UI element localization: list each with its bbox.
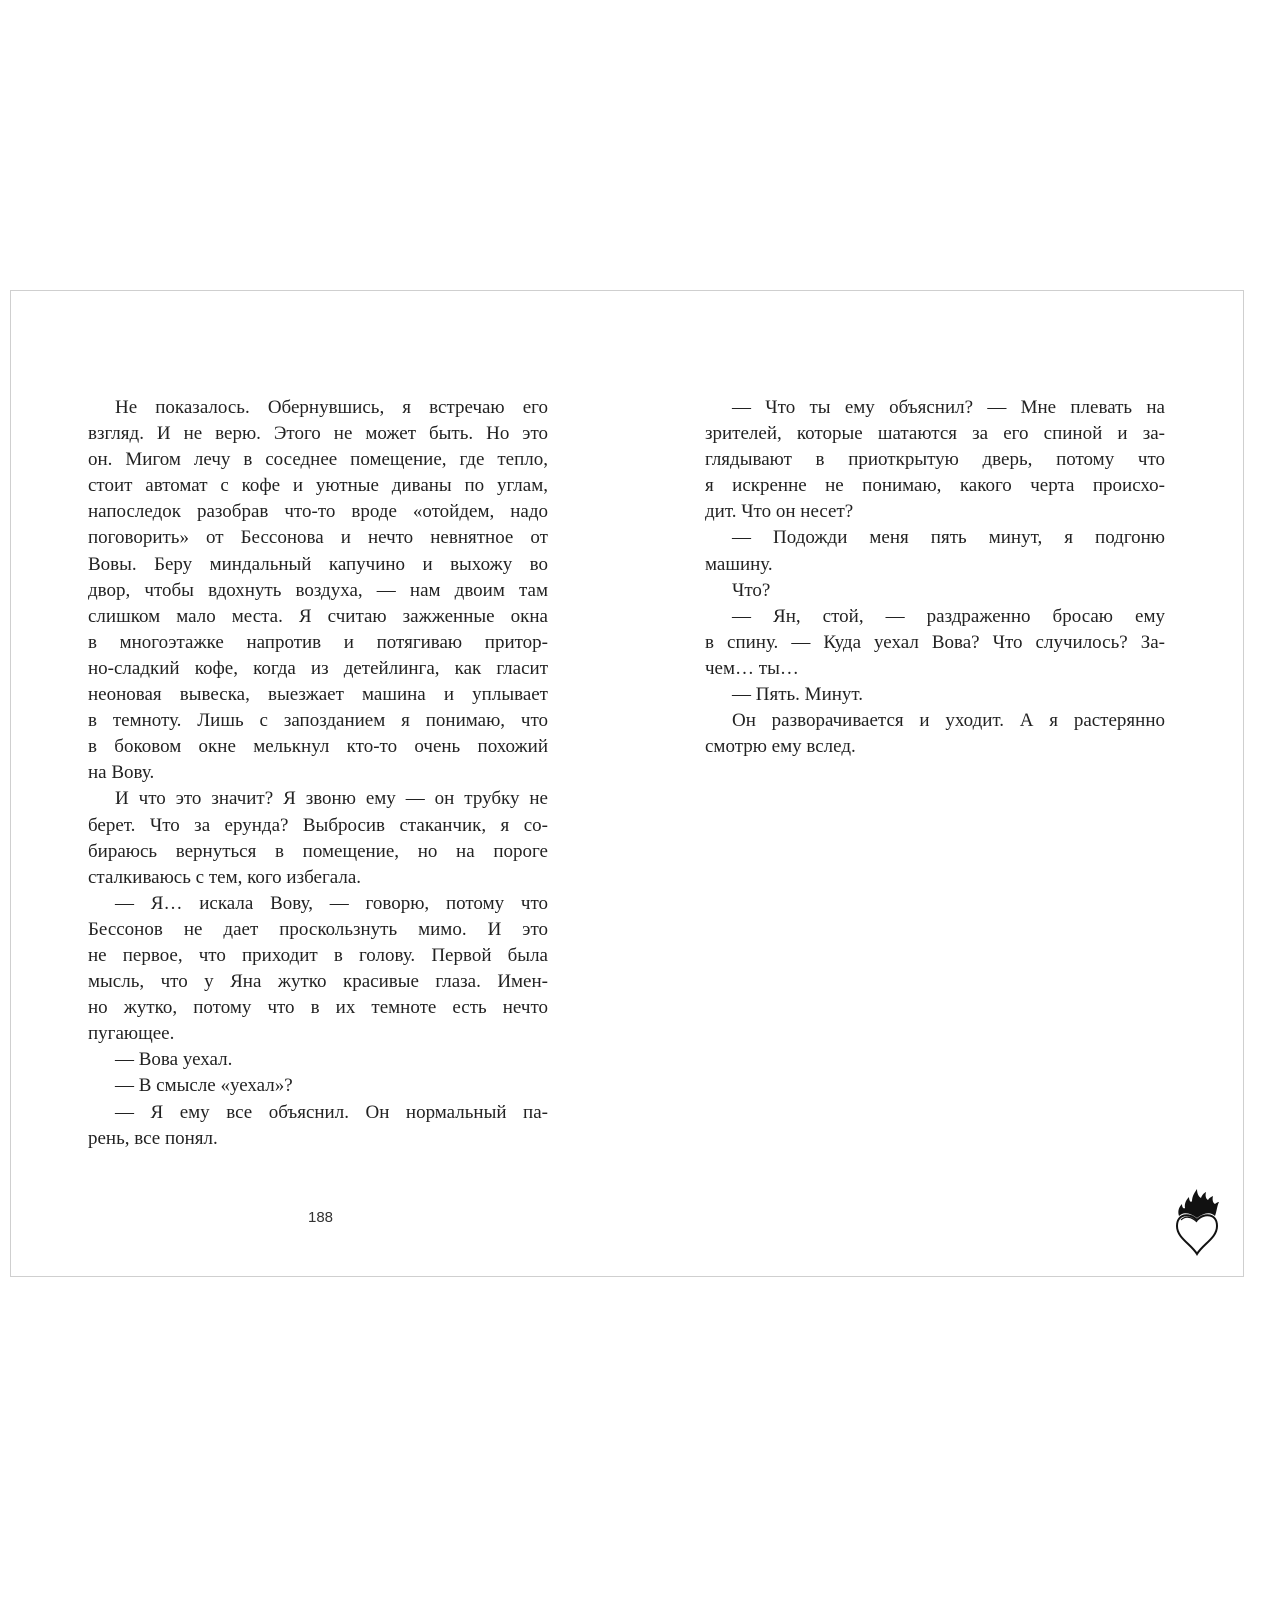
text-line: я искренне не понимаю, какого черта происхо- [705,475,1165,497]
text-line: Он разворачивается и уходит. А я растерянно [732,710,1165,732]
text-line: — Подожди меня пять минут, я подгоню [732,527,1165,549]
text-line: — В смысле «уехал»? [115,1075,293,1097]
text-line: смотрю ему вслед. [705,736,856,758]
text-line: — Я… искала Вову, — говорю, потому что [115,892,548,914]
paragraph [705,604,1165,682]
text-line: не первое, что приходит в голову. Первой была [88,944,548,966]
text-line: — Ян, стой, — раздраженно бросаю ему [732,605,1165,627]
text-line: И что это значит? Я звоню ему — он трубку не [115,788,548,810]
text-line: Вовы. Беру миндальный капучино и выхожу во [88,553,548,575]
text-line: Бессонов не дает проскользнуть мимо. И это [88,918,548,940]
flaming-heart-icon [1171,1186,1223,1256]
text-line: бираюсь вернуться в помещение, но на пороге [88,840,548,862]
paragraph [88,1073,548,1099]
paragraph [705,708,1165,760]
text-line: мысль, что у Яна жутко красивые глаза. Имен- [88,971,548,993]
text-line: — Вова уехал. [115,1049,233,1071]
right-page-text [705,395,1165,760]
text-line: зрителей, которые шатаются за его спиной и за- [705,423,1165,445]
paragraph [705,525,1165,577]
text-line: слишком мало места. Я считаю зажженные окна [88,605,548,627]
text-line: пугающее. [88,1023,175,1045]
text-line: неоновая вывеска, выезжает машина и уплывает [88,684,548,706]
paragraph [88,891,548,1048]
paragraph [705,395,1165,525]
text-line: взгляд. И не верю. Этого не может быть. Но это [88,423,548,445]
text-line: в темноту. Лишь с запозданием я понимаю, что [88,710,548,732]
text-line: но жутко, потому что в их темноте есть нечто [88,997,548,1019]
book-spread [10,290,1244,1277]
text-line: сталкиваюсь с тем, кого избегала. [88,866,362,888]
text-line: — Пять. Минут. [732,684,864,706]
paragraph [88,1047,548,1073]
text-line: — Я ему все объяснил. Он нормальный па- [115,1101,548,1123]
text-line: на Вову. [88,762,155,784]
text-line: машину. [705,553,773,575]
text-line: в спину. — Куда уехал Вова? Что случилось? За- [705,631,1165,653]
text-line: напоследок разобрав что-то вроде «отойдем, надо [88,501,548,523]
page-number: 188 [308,1209,334,1226]
paragraph [705,578,1165,604]
text-line: чем… ты… [705,657,799,679]
text-line: Не показалось. Обернувшись, я встречаю его [115,397,548,418]
text-line: в боковом окне мелькнул кто-то очень похожий [88,736,548,758]
text-line: берет. Что за ерунда? Выбросив стаканчик, я со- [88,814,548,836]
paragraph [705,682,1165,708]
paragraph [88,395,548,786]
text-line: глядывают в приоткрытую дверь, потому что [705,449,1165,471]
text-line: дит. Что он несет? [705,501,854,523]
text-line: но-сладкий кофе, когда из детейлинга, как гласит [88,657,548,679]
text-line: стоит автомат с кофе и уютные диваны по углам, [88,475,548,497]
text-line: Что? [732,579,771,601]
paragraph [88,1100,548,1152]
text-line: рень, все понял. [88,1127,218,1149]
paragraph [88,786,548,890]
text-line: он. Мигом лечу в соседнее помещение, где тепло, [88,449,548,471]
left-page-text [88,395,548,1152]
text-line: — Что ты ему объяснил? — Мне плевать на [732,397,1165,418]
text-line: двор, чтобы вдохнуть воздуха, — нам двоим там [88,579,548,601]
text-line: поговорить» от Бессонова и нечто невнятное от [88,527,548,549]
text-line: в многоэтажке напротив и потягиваю притор- [88,631,548,653]
